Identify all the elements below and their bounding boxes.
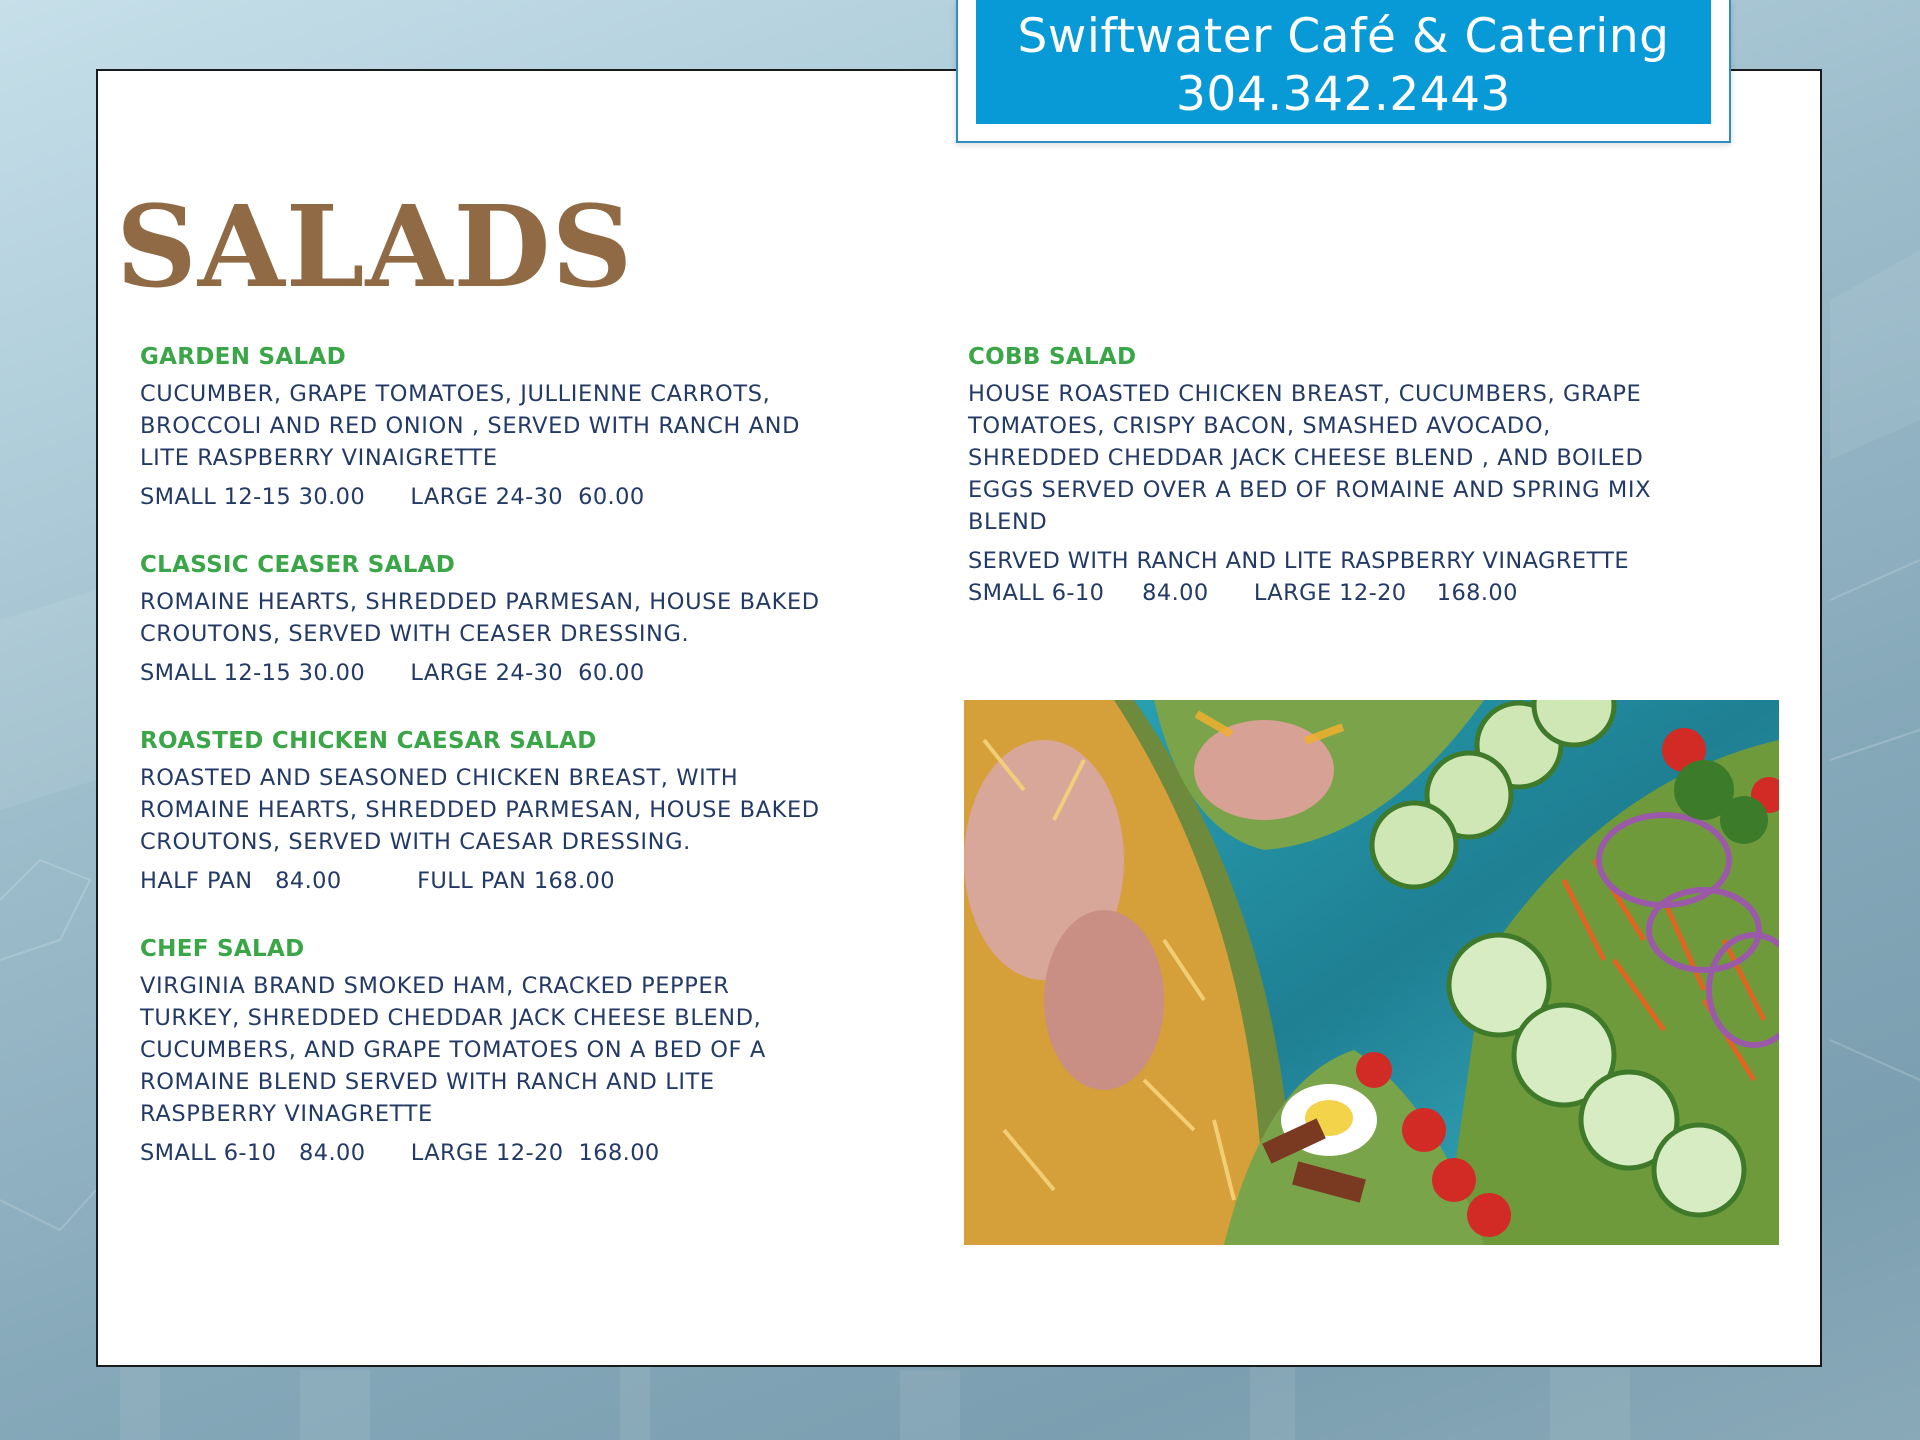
business-name: Swiftwater Café & Catering bbox=[1017, 9, 1670, 64]
menu-item-chef-salad bbox=[140, 932, 900, 1169]
description-line: CUCUMBER, GRAPE TOMATOES, JULLIENNE CARROTS, bbox=[140, 381, 771, 407]
item-dressing-note: SERVED WITH RANCH AND LITE RASPBERRY VINAGRETTE bbox=[968, 548, 1629, 574]
item-description bbox=[140, 970, 900, 1130]
menu-item-garden-salad bbox=[140, 340, 900, 513]
description-line: BLEND bbox=[968, 509, 1048, 535]
description-line: LITE RASPBERRY VINAIGRETTE bbox=[140, 445, 498, 471]
salad-platters-photo bbox=[964, 700, 1779, 1245]
description-line: SHREDDED CHEDDAR JACK CHEESE BLEND , AND BOILED bbox=[968, 445, 1644, 471]
menu-item-classic-ceaser-salad bbox=[140, 548, 900, 689]
item-description bbox=[140, 586, 900, 650]
description-line: EGGS SERVED OVER A BED OF ROMAINE AND SPRING MIX bbox=[968, 477, 1652, 503]
right-menu-column bbox=[968, 340, 1728, 644]
item-name: CHEF SALAD bbox=[140, 936, 305, 962]
description-line: CROUTONS, SERVED WITH CAESAR DRESSING. bbox=[140, 829, 691, 855]
description-line: BROCCOLI AND RED ONION , SERVED WITH RANCH AND bbox=[140, 413, 800, 439]
item-name: COBB SALAD bbox=[968, 344, 1137, 370]
description-line: RASPBERRY VINAGRETTE bbox=[140, 1101, 433, 1127]
phone-number: 304.342.2443 bbox=[1176, 67, 1511, 122]
item-description bbox=[140, 378, 900, 474]
header-banner-fill bbox=[976, 0, 1711, 124]
item-pricing: SMALL 6-10 84.00 LARGE 12-20 168.00 bbox=[968, 580, 1518, 606]
left-menu-column bbox=[140, 340, 900, 1204]
item-name: ROASTED CHICKEN CAESAR SALAD bbox=[140, 728, 597, 754]
item-pricing: SMALL 12-15 30.00 LARGE 24-30 60.00 bbox=[140, 484, 645, 510]
description-line: VIRGINIA BRAND SMOKED HAM, CRACKED PEPPER bbox=[140, 973, 730, 999]
description-line: CROUTONS, SERVED WITH CEASER DRESSING. bbox=[140, 621, 690, 647]
menu-item-cobb-salad bbox=[968, 340, 1728, 609]
description-line: ROASTED AND SEASONED CHICKEN BREAST, WITH bbox=[140, 765, 739, 791]
salad-illustration bbox=[964, 700, 1779, 1245]
item-pricing: SMALL 12-15 30.00 LARGE 24-30 60.00 bbox=[140, 660, 645, 686]
description-line: TURKEY, SHREDDED CHEDDAR JACK CHEESE BLEND, bbox=[140, 1005, 762, 1031]
item-name: CLASSIC CEASER SALAD bbox=[140, 552, 456, 578]
item-description bbox=[140, 762, 900, 858]
description-line: CUCUMBERS, AND GRAPE TOMATOES ON A BED OF A bbox=[140, 1037, 766, 1063]
item-pricing: SMALL 6-10 84.00 LARGE 12-20 168.00 bbox=[140, 1140, 660, 1166]
header-banner bbox=[956, 0, 1731, 143]
description-line: HOUSE ROASTED CHICKEN BREAST, CUCUMBERS, GRAPE bbox=[968, 381, 1642, 407]
item-name: GARDEN SALAD bbox=[140, 344, 346, 370]
menu-item-roasted-chicken-caesar-salad bbox=[140, 724, 900, 897]
item-pricing: HALF PAN 84.00 FULL PAN 168.00 bbox=[140, 868, 615, 894]
description-line: ROMAINE BLEND SERVED WITH RANCH AND LITE bbox=[140, 1069, 715, 1095]
description-line: ROMAINE HEARTS, SHREDDED PARMESAN, HOUSE BAKED bbox=[140, 589, 820, 615]
page-title: SALADS bbox=[116, 182, 634, 313]
description-line: ROMAINE HEARTS, SHREDDED PARMESAN, HOUSE BAKED bbox=[140, 797, 820, 823]
item-description bbox=[968, 378, 1728, 538]
description-line: TOMATOES, CRISPY BACON, SMASHED AVOCADO, bbox=[968, 413, 1551, 439]
